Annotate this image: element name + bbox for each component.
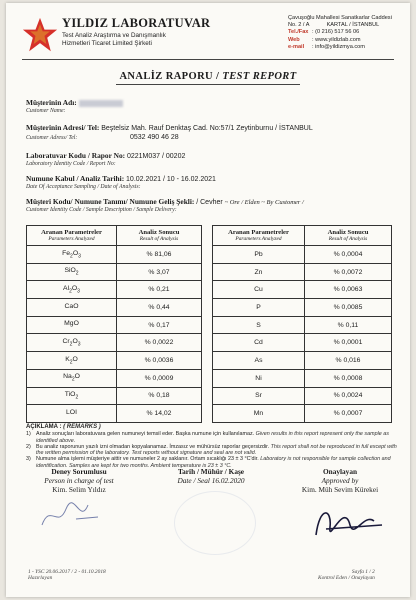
redacted-name [79, 100, 123, 107]
result-header: Analiz Sonucu Result of Analysis [117, 226, 202, 246]
param-cell: Pb [213, 246, 305, 264]
tel-line: Tel./Fax : (0 216) 517 56 06 [288, 29, 360, 36]
table-row [213, 352, 392, 370]
approval-block [282, 467, 398, 494]
test-responsible-block [24, 467, 134, 494]
result-cell: % 0,0007 [305, 405, 392, 423]
table-row [213, 316, 392, 334]
param-cell: $Al_2O_3$ [27, 281, 117, 299]
address-line-2: No. 2 / A KARTAL / İSTANBUL [288, 22, 380, 29]
dates-row: Numune Kabul / Analiz Tarihi: 10.02.2021 / 10 - 16.02.2021 Date Of Acceptance Sampling / Date of Analysis: [26, 174, 216, 190]
param-cell: Sr [213, 387, 305, 405]
result-cell: % 0,21 [117, 281, 202, 299]
param-cell: SiO$_2$ [27, 263, 117, 281]
company-sub-line-2: Hizmetleri Ticaret Limited Şirketi [62, 39, 152, 47]
remarks-title: AÇIKLAMA : ( REMARKS ) [26, 424, 101, 430]
test-responsible-title-en: Person in charge of test [44, 476, 114, 485]
result-cell: % 3,07 [117, 263, 202, 281]
table-row [27, 352, 202, 370]
param-cell: Zn [213, 263, 305, 281]
result-cell: % 0,17 [117, 316, 202, 334]
date-seal-title-en: Date / Seal 16.02.2020 [177, 476, 245, 485]
sample-row: Müşteri Kodu/ Numune Tanımı/ Numune Geliş Şekli: / Cevher ~ Ore / Elden ~ By Customer / Customer Identity Code / Sample Description / Sample Delivery: [26, 197, 304, 213]
table-row [213, 387, 392, 405]
customer-address-row: Müşterinin Adresi/ Tel: Beştelsiz Mah. Rauf Denktaş Cad. No:57/1 Zeytinburnu / İSTANBUL Customer Adress/ Tel: 0532 490 46 28 [26, 123, 313, 141]
customer-name-row: Müşterinin Adı: Customer Name: [26, 98, 396, 114]
approver-name: Kim. Müh Sevim Kürekei [301, 485, 379, 494]
header-divider [22, 59, 394, 60]
result-cell: % 81,06 [117, 246, 202, 264]
company-sub-line-1: Test Analiz Araştırma ve Danışmanlık [62, 32, 166, 39]
param-cell: TiO$_2$ [27, 387, 117, 405]
faint-seal-stamp [174, 491, 256, 555]
table-row [27, 387, 202, 405]
param-cell: $Cr_2O_3$ [27, 334, 117, 352]
result-cell: % 0,0001 [305, 334, 392, 352]
test-responsible-title: Deney Sorumlusu [51, 467, 107, 476]
param-cell: Ni [213, 369, 305, 387]
param-cell: MgO [27, 316, 117, 334]
right-signature-icon [308, 495, 392, 549]
param-cell: As [213, 352, 305, 370]
result-cell: % 0,0085 [305, 299, 392, 317]
lab-code-row: Laboratuvar Kodu / Rapor No: 0221M037 / 00202 Laboratory Identity Code / Report No: [26, 151, 186, 167]
left-footer: 1 - YSC 20.06.2017 / 2 - 01.10.2018 Hazırlayan [28, 569, 106, 581]
param-header: Aranan Parametreler Parameters Analyzed [27, 226, 117, 246]
table-row [213, 263, 392, 281]
table-row [213, 299, 392, 317]
right-footer: Sayfa 1 / 2 Kontrol Eden / Onaylayan [318, 569, 375, 581]
table-header-row [27, 226, 202, 246]
result-header: Analiz Sonucu Result of Analysis [305, 226, 392, 246]
table-row [27, 334, 202, 352]
result-cell: % 0,44 [117, 299, 202, 317]
result-cell: % 0,0008 [305, 369, 392, 387]
remark-item: 2) Bu analiz raporunun yazılı izni olmadan kopyalanamaz. İmzasız ve mühürsüz raporlar geçersizdir. This report shall not be reproduced in full except with the written permission of the laboratory. Test reports without signature and seal are not valid. [26, 443, 397, 457]
table-row [27, 405, 202, 423]
result-cell: % 0,0022 [117, 334, 202, 352]
param-cell: $K_2O$ [27, 352, 117, 370]
approval-title: Onaylayan [322, 467, 358, 476]
param-cell: Cu [213, 281, 305, 299]
result-cell: % 0,18 [117, 387, 202, 405]
right-results-table [212, 225, 392, 423]
date-seal-title: Tarih / Mühür / Kaşe [177, 467, 245, 476]
param-header: Aranan Parametreler Parameters Analyzed [213, 226, 305, 246]
company-name: YILDIZ LABORATUVAR [62, 16, 211, 30]
test-responsible-name: Kim. Selim Yıldız [52, 485, 106, 494]
table-header-row [213, 226, 392, 246]
table-row [27, 316, 202, 334]
result-cell: % 14,02 [117, 405, 202, 423]
result-cell: % 0,0036 [117, 352, 202, 370]
param-cell: S [213, 316, 305, 334]
report-sheet [6, 3, 410, 597]
remark-item: 1) Analiz sonuçları laboratuvara gelen numuneyi temsil eder. Başka numune için kullanılamaz. Given results in this report represent only the sample as identified above. [26, 431, 389, 444]
table-row [27, 281, 202, 299]
web-line: Web : www.yildizlab.com [288, 36, 361, 43]
remark-item: 3) Numune alma işlemi müşteriye aittir ve numuneler 2 ay saklanır. Ortam sıcaklığı 23 ± 3 °C'dir. Laboratory is not responsible for sample collection and identification. Samples are kept for two months. Ambient temperature is 23 ± 3 °C. [26, 456, 391, 469]
star-logo-icon [22, 17, 58, 53]
param-cell: P [213, 299, 305, 317]
remarks-section [26, 424, 398, 469]
title-underline [116, 84, 300, 85]
result-cell: % 0,0072 [305, 263, 392, 281]
param-cell: $Fe_2O_3$ [27, 246, 117, 264]
table-row [27, 246, 202, 264]
result-cell: % 0,016 [305, 352, 392, 370]
left-results-table [26, 225, 202, 423]
param-cell: $Na_2O$ [27, 369, 117, 387]
result-cell: % 0,0024 [305, 387, 392, 405]
date-seal-block [156, 467, 266, 485]
table-row [213, 246, 392, 264]
result-cell: % 0,0004 [305, 246, 392, 264]
table-row [27, 263, 202, 281]
result-cell: % 0,11 [305, 316, 392, 334]
report-title: ANALİZ RAPORU / TEST REPORT [119, 71, 297, 82]
email-line: e-mail : info@yildizmya.com [288, 43, 365, 50]
table-row [27, 369, 202, 387]
table-row [213, 369, 392, 387]
approval-title-en: Approved by [321, 476, 359, 485]
table-row [213, 334, 392, 352]
table-row [27, 299, 202, 317]
result-cell: % 0,0009 [117, 369, 202, 387]
address-line-1: Çavuşoğlu Mahallesi Sanatkarlar Caddesi [288, 15, 392, 21]
company-address [288, 15, 392, 51]
company-subtitle [62, 32, 166, 47]
param-cell: Cd [213, 334, 305, 352]
table-row [213, 281, 392, 299]
table-row [213, 405, 392, 423]
param-cell: Mn [213, 405, 305, 423]
result-cell: % 0,0063 [305, 281, 392, 299]
param-cell: CaO [27, 299, 117, 317]
left-signature-icon [36, 495, 116, 535]
param-cell: LOI [27, 405, 117, 423]
